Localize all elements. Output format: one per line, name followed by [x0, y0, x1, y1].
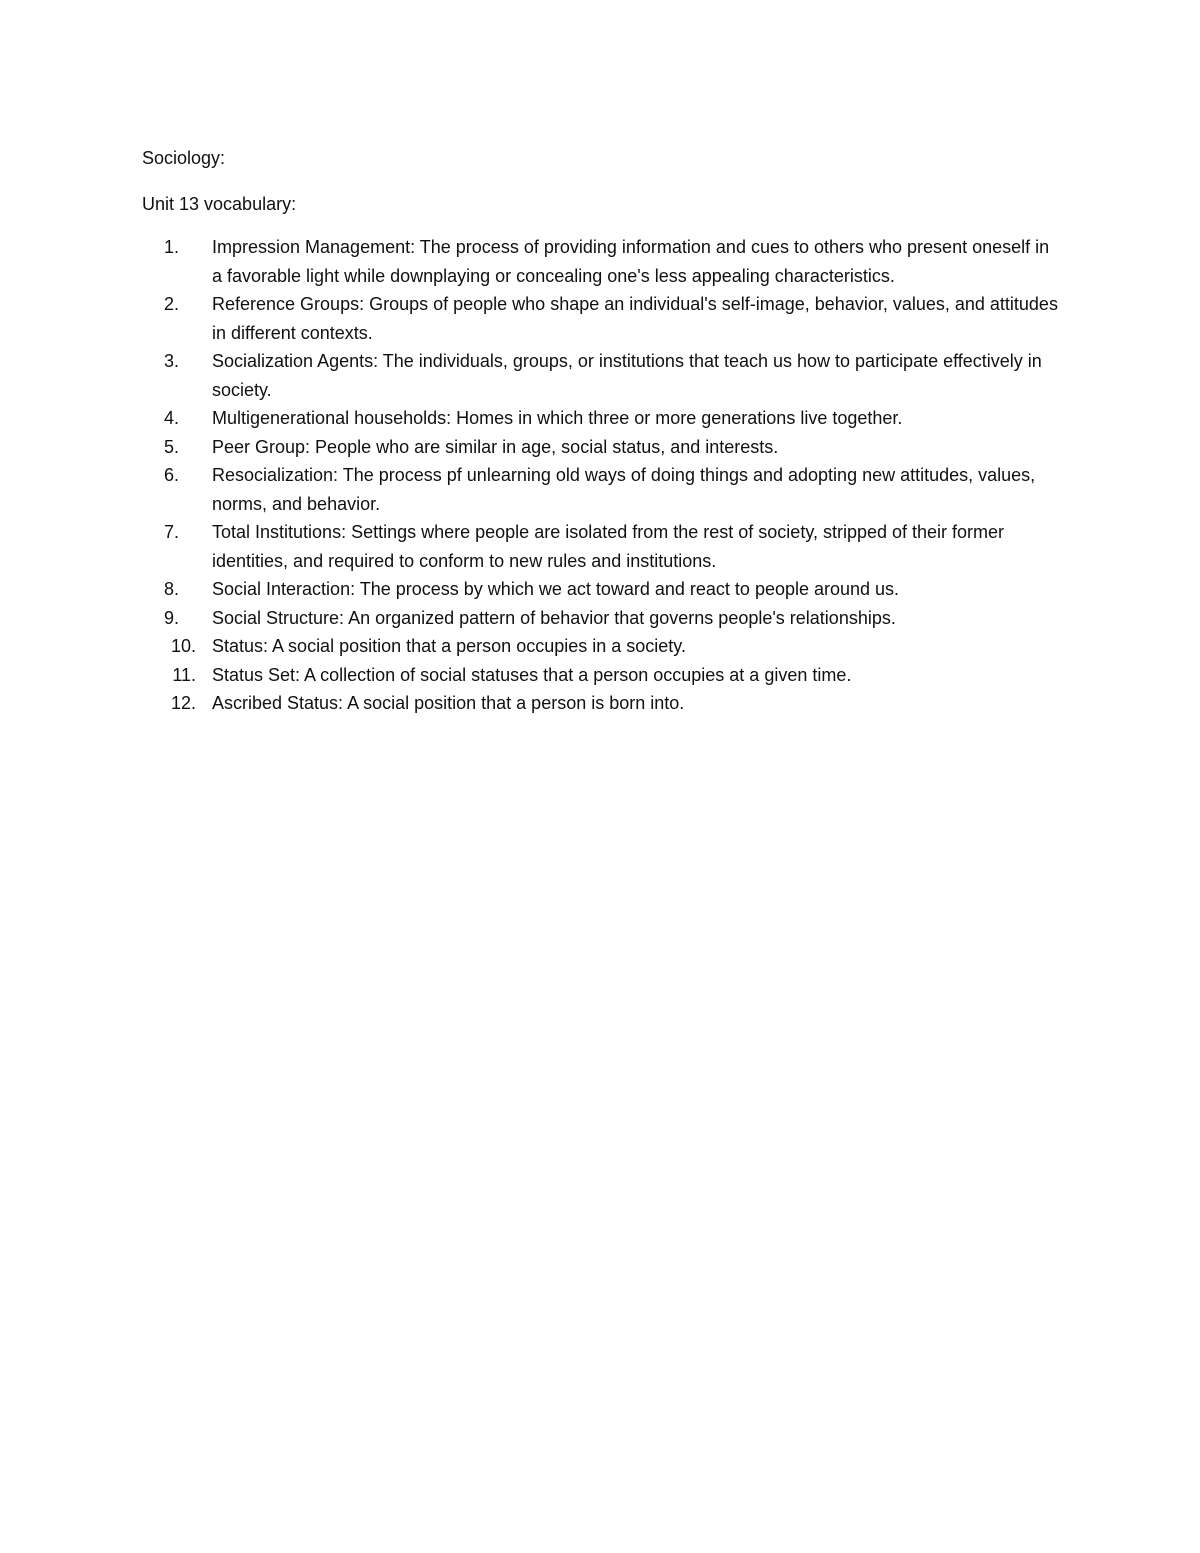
item-number: 2. [164, 294, 180, 314]
item-text: Peer Group: People who are similar in age, social status, and interests. [212, 436, 779, 457]
vocabulary-item [142, 290, 1062, 347]
vocabulary-item [142, 604, 1062, 633]
vocabulary-item [142, 404, 1062, 433]
vocabulary-item [142, 632, 1062, 661]
item-number: 8. [164, 579, 180, 599]
item-number: 3. [164, 351, 180, 371]
item-number: 10. [170, 636, 196, 656]
vocabulary-item [142, 575, 1062, 604]
item-text: Impression Management: The process of providing information and cues to others who present oneself in a favorable light while downplaying or concealing one's less appealing characteristics. [212, 237, 1050, 286]
item-text: Total Institutions: Settings where people are isolated from the rest of society, stripped of their former identities, and required to conform to new rules and institutions. [212, 522, 1005, 571]
item-number: 11. [172, 664, 196, 685]
document-content [142, 144, 1062, 718]
vocabulary-item [142, 689, 1062, 718]
document-subtitle: Unit 13 vocabulary: [142, 193, 297, 214]
item-text: Status: A social position that a person occupies in a society. [212, 636, 686, 656]
vocabulary-item [142, 233, 1062, 290]
item-number: 4. [164, 408, 180, 428]
item-number: 12. [170, 693, 196, 713]
item-text: Socialization Agents: The individuals, groups, or institutions that teach us how to participate effectively in society. [212, 351, 1042, 400]
item-text: Ascribed Status: A social position that a person is born into. [212, 693, 685, 713]
item-number: 5. [164, 436, 180, 457]
item-number: 6. [164, 465, 180, 485]
item-text: Reference Groups: Groups of people who shape an individual's self-image, behavior, values, and attitudes in different contexts. [212, 294, 1058, 343]
item-number: 7. [164, 522, 180, 542]
vocabulary-list [142, 233, 1062, 718]
item-text: Social Structure: An organized pattern of behavior that governs people's relationships. [212, 607, 896, 628]
vocabulary-item [142, 347, 1062, 404]
item-number: 9. [164, 607, 180, 628]
vocabulary-item [142, 661, 1062, 690]
item-text: Status Set: A collection of social statuses that a person occupies at a given time. [212, 664, 852, 685]
document-title: Sociology: [142, 148, 226, 168]
item-text: Social Interaction: The process by which we act toward and react to people around us. [212, 579, 900, 599]
item-text: Multigenerational households: Homes in which three or more generations live together. [212, 408, 903, 428]
vocabulary-item [142, 518, 1062, 575]
item-number: 1. [164, 237, 180, 257]
vocabulary-item [142, 461, 1062, 518]
item-text: Resocialization: The process pf unlearning old ways of doing things and adopting new attitudes, values, norms, and behavior. [212, 465, 1036, 514]
vocabulary-item [142, 433, 1062, 462]
